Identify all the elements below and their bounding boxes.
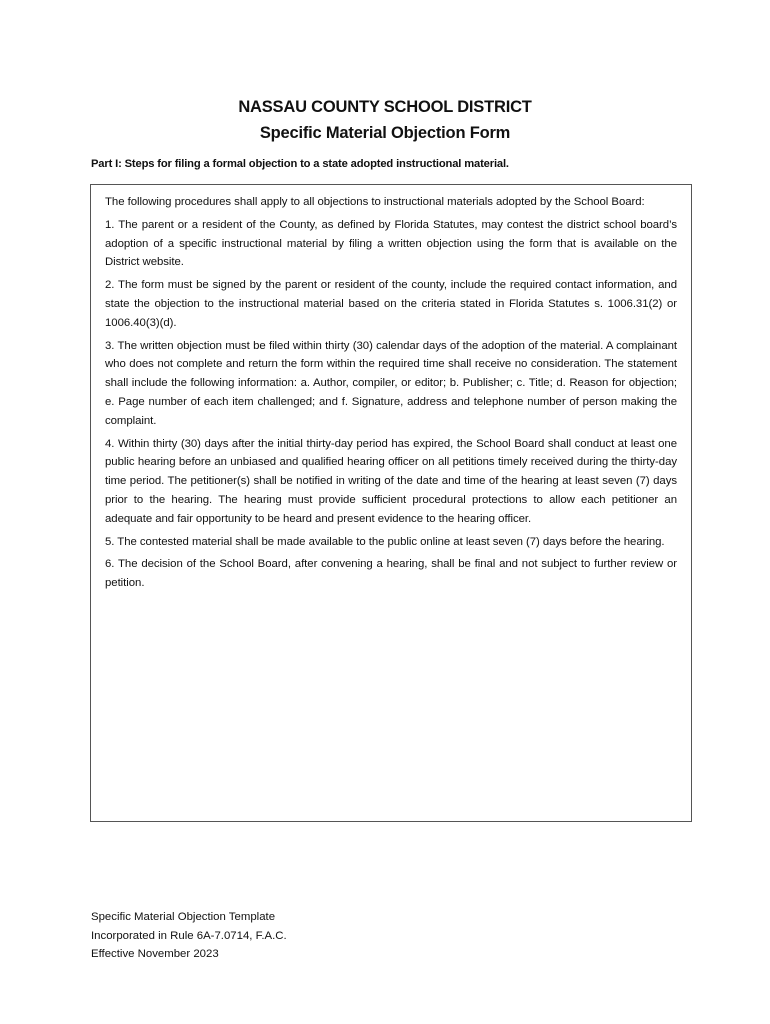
procedure-step-6: 6. The decision of the School Board, after convening a hearing, shall be final and not subject to further review or petition. xyxy=(105,558,677,590)
footer-effective-date: Effective November 2023 xyxy=(91,948,219,960)
document-header xyxy=(0,94,770,146)
procedures-intro: The following procedures shall apply to all objections to instructional materials adopted by the School Board: xyxy=(105,196,645,208)
document-footer xyxy=(91,908,287,964)
procedure-step-2: 2. The form must be signed by the parent or resident of the county, include the required contact information, and state the objection to the instructional material based on the criteria stated in Florida Statutes s. 1006.31(2) or 1006.40(3)(d). xyxy=(105,279,677,329)
part-one-heading: Part I: Steps for filing a formal objection to a state adopted instructional material. xyxy=(91,158,509,170)
footer-rule-reference: Incorporated in Rule 6A-7.0714, F.A.C. xyxy=(91,929,287,942)
procedure-step-5: 5. The contested material shall be made available to the public online at least seven (7) days before the hearing. xyxy=(105,535,665,548)
procedure-step-4: 4. Within thirty (30) days after the initial thirty-day period has expired, the School Board shall conduct at least one public hearing before an unbiased and qualified hearing officer on all petitions timely received during the thirty-day time period. The petitioner(s) shall be notified in writing of the date and time of the hearing at least seven (7) days prior to the hearing. The hearing must provide sufficient procedural protections to allow each petitioner an adequate and fair opportunity to be heard and present evidence to the hearing officer. xyxy=(105,437,677,525)
procedures-box xyxy=(90,184,692,822)
form-title: Specific Material Objection Form xyxy=(259,124,511,142)
footer-template-name: Specific Material Objection Template xyxy=(91,911,276,923)
procedure-step-1: 1. The parent or a resident of the County, as defined by Florida Statutes, may contest the district school board’s adoption of a specific instructional material by filing a written objection using the form that is available on the District website. xyxy=(105,218,677,269)
procedure-step-3: 3. The written objection must be filed within thirty (30) calendar days of the adoption of the material. A complainant who does not complete and return the form within the required time shall receive no consideration. The statement shall include the following information: a. Author, compiler, or editor; b. Publisher; c. Title; d. Reason for objection; e. Page number of each item challenged; and f. Signature, address and telephone number of person making the complaint. xyxy=(105,339,677,427)
district-name: NASSAU COUNTY SCHOOL DISTRICT xyxy=(238,98,532,116)
